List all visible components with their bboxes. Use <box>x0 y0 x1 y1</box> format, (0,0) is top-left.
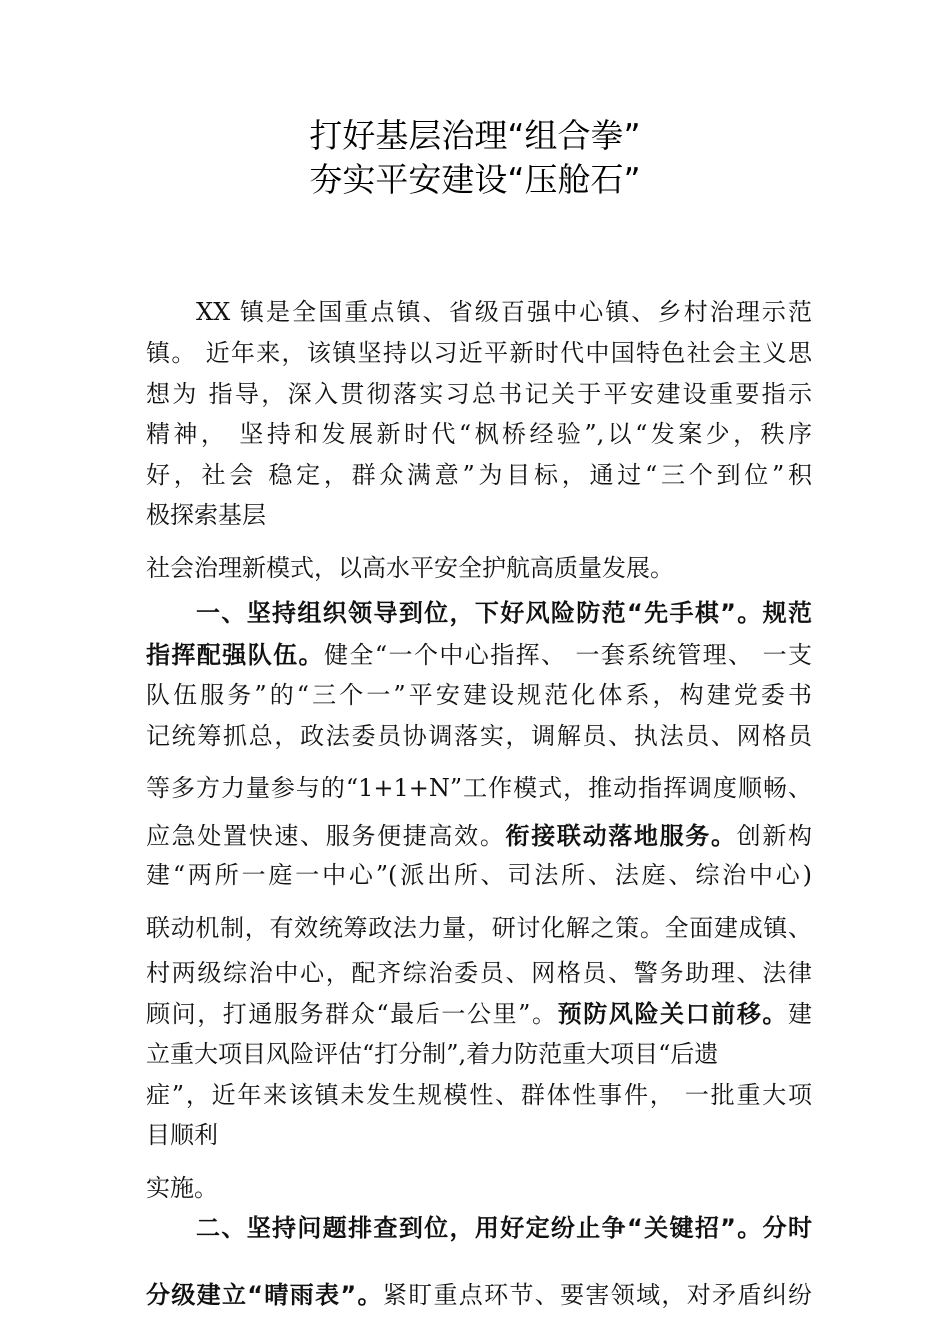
p1-line-6: 极探索基层 <box>146 501 266 529</box>
title-line-1: 打好基层治理“组合拳” <box>309 116 641 155</box>
title-line-2: 夯实平安建设“压舱石” <box>309 160 641 199</box>
p2-line-9: 村两级综治中心，配齐综治委员、网格员、警务助理、法律 <box>146 959 812 987</box>
p2-line-14: 实施。 <box>146 1174 218 1202</box>
p2-line-13: 目顺利 <box>146 1121 218 1149</box>
p2-subheading-3: 预防风险关口前移。 <box>557 1000 789 1028</box>
p2-line-2-text: 健全“一个中心指挥、 一套系统管理、 一支 <box>323 641 813 669</box>
p3-heading: 二、坚持问题排查到位，用好定纷止争“关键招”。分时 <box>196 1214 812 1242</box>
p3-line-2-text: 紧盯重点环节、要害领域，对矛盾纠纷 <box>382 1281 813 1309</box>
p2-line-7: 建“两所一庭一中心”(派出所、司法所、法庭、综治中心) <box>146 861 812 889</box>
p1-line-7: 社会治理新模式，以高水平安全护航高质量发展。 <box>146 554 674 582</box>
p1-line-5: 好，社会 稳定，群众满意”为目标，通过“三个到位”积 <box>146 461 812 489</box>
p2-line-11: 立重大项目风险评估“打分制”,着力防范重大项目“后遗 <box>146 1040 719 1068</box>
p2-line-6-pre: 应急处置快速、服务便捷高效。 <box>146 822 506 850</box>
p1-line-1: XX 镇是全国重点镇、省级百强中心镇、乡村治理示范 <box>196 298 812 326</box>
p2-line-10-pre: 顾问，打通服务群众“最后一公里”。 <box>146 1000 558 1028</box>
p2-line-12: 症”，近年来该镇未发生规模性、群体性事件， 一批重大项 <box>146 1081 812 1109</box>
p2-subheading-1: 指挥配强队伍。 <box>146 641 324 669</box>
p3-subheading-1: 分级建立“晴雨表”。 <box>146 1281 383 1309</box>
p2-line-6 <box>146 821 812 851</box>
p2-line-4: 记统筹抓总，政法委员协调落实，调解员、执法员、网格员 <box>146 722 812 750</box>
p2-heading: 一、坚持组织领导到位，下好风险防范“先手棋”。规范 <box>196 599 812 627</box>
p2-line-10 <box>146 999 812 1029</box>
p1-line-4: 精神， 坚持和发展新时代“枫桥经验”,以“发案少，秩序 <box>146 420 812 448</box>
p2-line-2 <box>146 640 812 670</box>
p3-line-2 <box>146 1280 812 1310</box>
p2-line-8: 联动机制，有效统筹政法力量，研讨化解之策。全面建成镇、 <box>146 914 812 942</box>
p2-line-6-post: 创新构 <box>736 822 813 850</box>
p2-subheading-2: 衔接联动落地服务。 <box>505 822 737 850</box>
p2-line-3: 队伍服务”的“三个一”平安建设规范化体系，构建党委书 <box>146 681 812 709</box>
p1-line-3: 想为 指导，深入贯彻落实习总书记关于平安建设重要指示 <box>146 380 812 408</box>
p1-line-2: 镇。 近年来，该镇坚持以习近平新时代中国特色社会主义思 <box>146 339 812 367</box>
p2-line-10-post: 建 <box>788 1000 813 1028</box>
p2-line-5: 等多方力量参与的“1+1+N”工作模式，推动指挥调度顺畅、 <box>146 774 812 802</box>
